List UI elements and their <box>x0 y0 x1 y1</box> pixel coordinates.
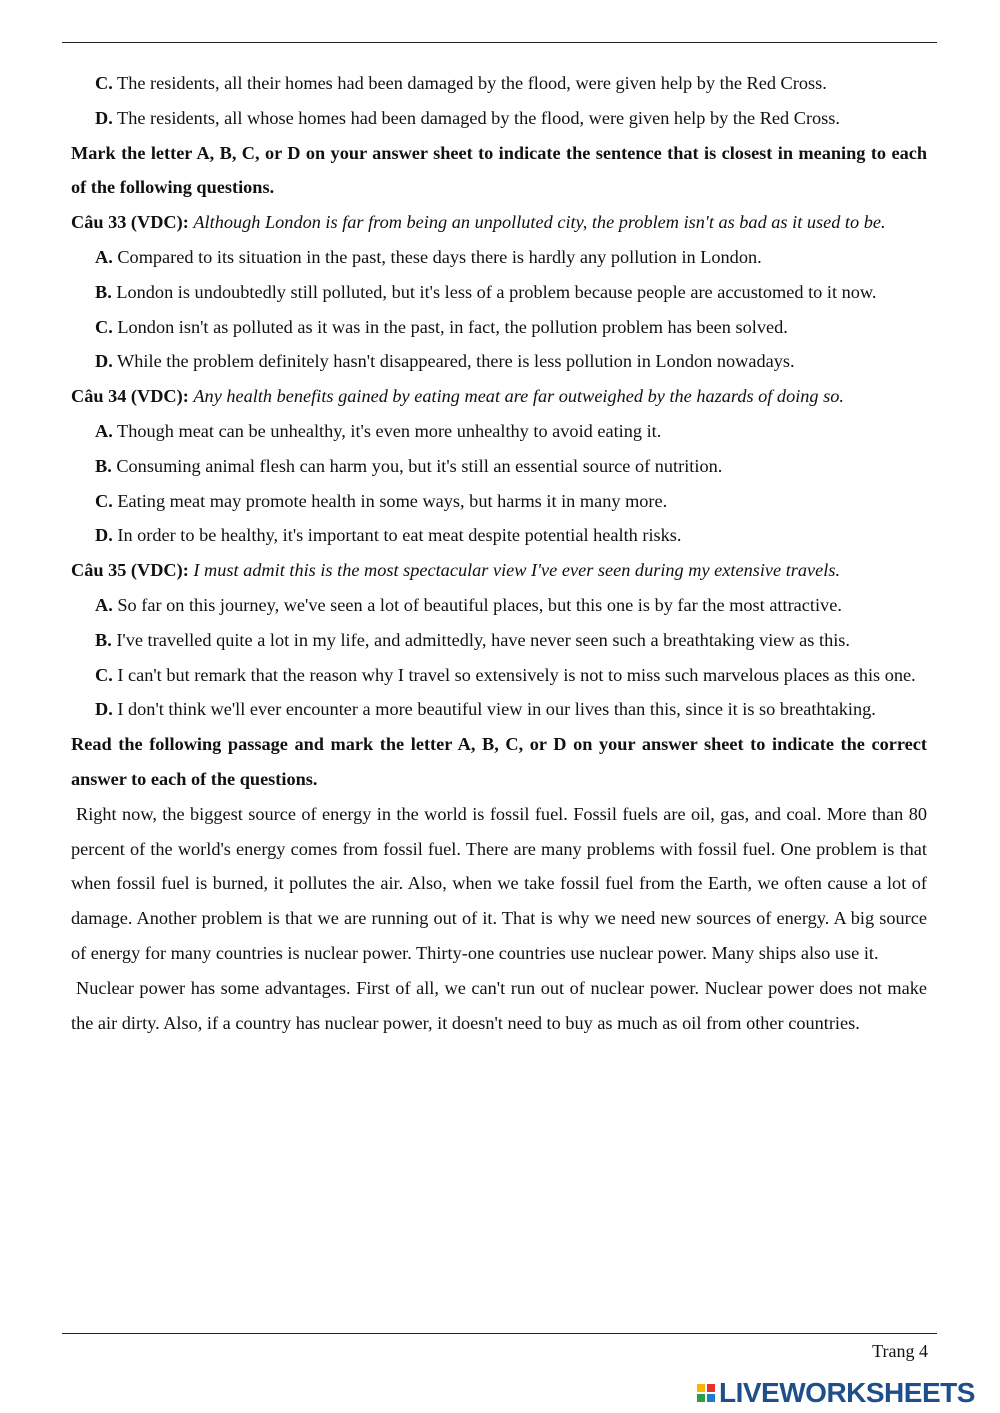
logo-tile-3 <box>697 1394 705 1402</box>
question-34: Câu 34 (VDC): Any health benefits gained by eating meat are far outweighed by the hazards of doing so. <box>71 386 844 407</box>
logo-tile-2 <box>707 1384 715 1392</box>
passage-paragraph-1: Right now, the biggest source of energy in the world is fossil fuel. Fossil fuels are oil, gas, and coal. More than 80 percent of the world's energy comes from fossil fuel. There are many problems with fossil fuel. One problem is that when fossil fuel is burned, it pollutes the air. Also, when we take fossil fuel from the Earth, we often cause a lot of damage. Another problem is that we are running out of it. That is why we need new sources of energy. A big source of energy for many countries is nuclear power. Thirty-one countries use nuclear power. Many ships also use it. <box>71 803 927 963</box>
header-rule <box>62 42 937 43</box>
q33-option-b: B. London is undoubtedly still polluted, but it's less of a problem because people are accustomed to it now. <box>95 281 877 302</box>
q33-option-c: C. London isn't as polluted as it was in the past, in fact, the pollution problem has been solved. <box>95 316 788 337</box>
q35-option-d: D. I don't think we'll ever encounter a more beautiful view in our lives than this, since it is so breathtaking. <box>95 699 876 720</box>
brand-wordmark: LIVEWORKSHEETS <box>719 1377 975 1408</box>
q34-option-a: A. Though meat can be unhealthy, it's even more unhealthy to avoid eating it. <box>95 420 662 441</box>
passage-paragraph-2: Nuclear power has some advantages. First of all, we can't run out of nuclear power. Nuclear power does not make the air dirty. Also, if a country has nuclear power, it doesn't need to buy as much as oil from other countries. <box>71 977 927 1033</box>
liveworksheets-logo-icon <box>697 1384 715 1402</box>
q33-option-d: D. While the problem definitely hasn't disappeared, there is less pollution in London nowadays. <box>95 351 795 372</box>
footer-rule <box>62 1333 937 1334</box>
q34-option-b: B. Consuming animal flesh can harm you, but it's still an essential source of nutrition. <box>95 455 723 476</box>
prev-option-d: D. The residents, all whose homes had been damaged by the flood, were given help by the Red Cross. <box>95 107 840 128</box>
q35-option-a: A. So far on this journey, we've seen a lot of beautiful places, but this one is by far the most attractive. <box>95 594 842 615</box>
instruction-reading-passage: Read the following passage and mark the letter A, B, C, or D on your answer sheet to indicate the correct answer to each of the questions. <box>71 734 927 789</box>
instruction-closest-meaning: Mark the letter A, B, C, or D on your answer sheet to indicate the sentence that is closest in meaning to each of the following questions. <box>71 142 927 198</box>
q34-option-c: C. Eating meat may promote health in some ways, but harms it in many more. <box>95 490 668 511</box>
q35-option-c: C. I can't but remark that the reason why I travel so extensively is not to miss such marvelous places as this one. <box>95 664 916 685</box>
page-number: Trang 4 <box>872 1341 928 1361</box>
q34-option-d: D. In order to be healthy, it's important to eat meat despite potential health risks. <box>95 525 682 546</box>
question-33: Câu 33 (VDC): Although London is far from being an unpolluted city, the problem isn't as bad as it used to be. <box>71 212 886 233</box>
q35-option-b: B. I've travelled quite a lot in my life, and admittedly, have never seen such a breathtaking view as this. <box>95 629 850 650</box>
logo-tile-4 <box>707 1394 715 1402</box>
logo-tile-1 <box>697 1384 705 1392</box>
worksheet-content <box>71 66 927 1040</box>
q33-option-a: A. Compared to its situation in the past, these days there is hardly any pollution in London. <box>95 246 762 267</box>
liveworksheets-brand <box>697 1377 975 1409</box>
prev-option-c: C. The residents, all their homes had been damaged by the flood, were given help by the Red Cross. <box>95 73 827 93</box>
question-35: Câu 35 (VDC): I must admit this is the most spectacular view I've ever seen during my extensive travels. <box>71 560 841 581</box>
